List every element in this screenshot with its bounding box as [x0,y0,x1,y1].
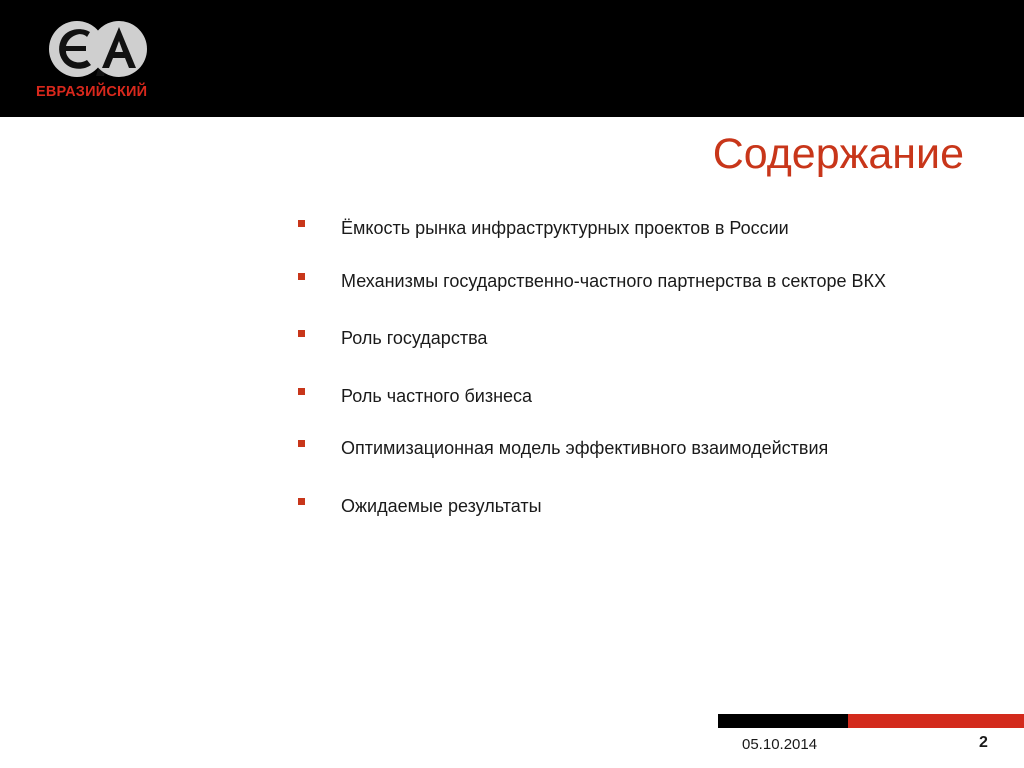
footer-date: 05.10.2014 [742,736,818,753]
slide-title: Содержание [712,130,964,178]
list-item-text: Роль частного бизнеса [341,386,533,406]
footer-bar-black [718,714,848,728]
page-number: 2 [979,734,988,751]
list-item-text: Ожидаемые результаты [341,496,542,516]
list-item-text: Ёмкость рынка инфраструктурных проектов в России [341,218,789,238]
list-item-text: Оптимизационная модель эффективного взаимодействия [341,438,829,458]
list-item-text: Механизмы государственно-частного партнерства в секторе ВКХ [341,271,886,291]
bullet-square-icon [298,273,305,280]
bullet-square-icon [298,388,305,395]
bullet-square-icon [298,440,305,447]
list-item-text: Роль государства [341,328,488,348]
logo-wordmark: ЕВРАЗИЙСКИЙ [36,84,148,100]
bullet-square-icon [298,220,305,227]
bullet-square-icon [298,498,305,505]
footer-bar-red [848,714,1024,728]
bullet-square-icon [298,330,305,337]
